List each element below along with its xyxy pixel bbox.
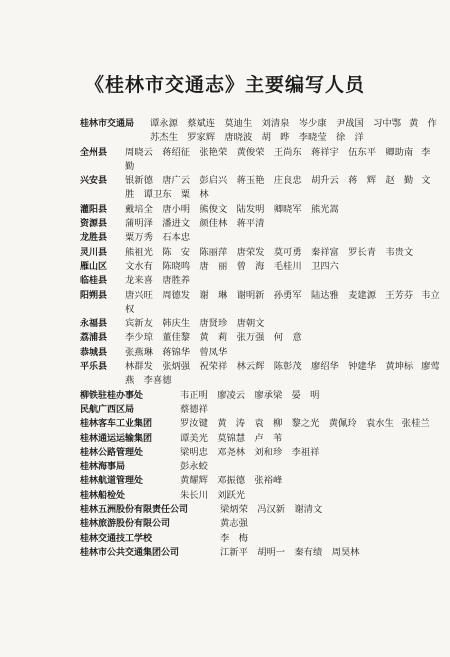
entry-names: 黄志强 [220,518,248,530]
entry-names: 熊祖光 陈 安 陈丽萍 唐荣发 莫可勇 秦祥富 罗长青 韦贵文 [125,246,414,258]
entry-label: 灌阳县 [80,204,108,215]
entry-row [80,289,440,318]
entry-names: 谭永源 蔡斌连 莫迪生 刘清泉 岑少康 尹战国 习中鄂 黄 作 苏杰生 罗家辉 唐晓波 胡 晔 李晓莹 徐 洋 [150,118,447,144]
entry-names: 戴培全 唐小明 熊俊文 陆发明 卿晓军 熊光嵩 [125,203,339,215]
entry-names: 梁炳荣 冯汉新 谢清文 [220,504,323,516]
entry-names: 唐兴旺 周德发 谢 琳 谢明新 孙勇军 陆达雅 麦建源 王芳芬 韦立权 [125,289,440,315]
entry-row [80,246,440,260]
entry-names: 江新平 胡明一 秦有绩 周昊林 [220,546,360,558]
entry-row [80,117,447,146]
entry-label: 民航广西区局 [80,404,135,415]
entry-names: 朱长川 刘跃光 [180,489,246,501]
entry-names: 粟万秀 石本忠 [125,232,191,244]
entry-names: 林群发 张炳强 祝荣祥 林云辉 陈彰茂 廖绍华 钟建华 黄坤标 廖莺燕 李喜德 [125,361,440,387]
entry-names: 黄耀辉 邓振德 张裕峰 [180,475,283,487]
entry-row [80,389,440,403]
entry-label: 桂林海事局 [80,462,126,473]
entry-row [80,217,440,231]
entry-label: 资源县 [80,219,108,230]
entry-label: 桂林公路管理处 [80,447,144,458]
entry-row [80,146,440,175]
entry-label: 桂林市交通局 [80,119,135,129]
entry-row [80,532,440,546]
entry-label: 荔浦县 [80,333,108,344]
entry-row [80,489,440,503]
entry-label: 雁山区 [80,261,108,272]
entry-names: 李少琼 董佳黎 黄 莉 张万强 何 意 [125,332,302,344]
entry-names: 银新德 唐广云 彭启兴 蒋玉艳 庄良忠 胡升云 蒋 辉 赵 勤 文 胜 谭卫东 粟 林 [125,175,440,201]
entry-label: 桂林通运运输集团 [80,433,153,444]
entry-row [80,260,440,274]
entry-names: 罗汝键 黄 涛 袁 柳 黎之光 黄佩玲 袁水生 张桂兰 [180,418,430,430]
entry-row [80,360,440,389]
entry-names: 蔡德祥 [180,403,208,415]
entry-names: 谭美光 莫锦慧 卢 苇 [180,432,283,444]
entry-row [80,432,440,446]
entry-names: 周晓云 蒋绍征 张艳荣 黄俊荣 王尚东 蒋祥宇 伍东平 卿助南 李 勤 [125,146,440,172]
page-title: 《桂林市交通志》主要编写人员 [84,74,365,96]
entry-names: 张燕琳 蒋锦华 曾凤华 [125,346,228,358]
entry-names: 彭永蛟 [180,461,208,473]
entry-label: 柳铁驻桂办事处 [80,390,144,401]
entry-row [80,403,440,417]
entry-row [80,546,440,560]
entry-label: 桂林客车工业集团 [80,419,153,430]
entry-names: 文水有 陈晓鸣 唐 丽 曾 海 毛桂川 卫四六 [125,260,339,272]
entry-label: 临桂县 [80,276,108,287]
entry-row [80,417,440,431]
entry-row [80,317,440,331]
entry-row [80,203,440,217]
entry-row [80,174,440,203]
entry-row [80,231,440,245]
entry-label: 桂林旅游股份有限公司 [80,519,171,530]
entry-names: 韦正明 廖凌云 廖承梁 晏 明 [180,389,320,401]
entry-label: 桂林航道管理处 [80,476,144,487]
entry-row [80,346,440,360]
entry-row [80,517,440,531]
entry-row [80,503,440,517]
editor-list [80,117,447,560]
entry-row [80,331,440,345]
entry-names: 宾新友 韩庆生 唐贤珍 唐朝文 [125,318,265,330]
entry-names: 龙来喜 唐胜养 [125,275,191,287]
entry-row [80,274,440,288]
entry-label: 全州县 [80,147,108,158]
entry-names: 蒲明泽 潘进文 颜佳林 蒋平清 [125,218,265,230]
entry-label: 龙胜县 [80,233,108,244]
entry-label: 灵川县 [80,247,108,258]
entry-row [80,446,440,460]
entry-label: 桂林船检处 [80,490,126,501]
entry-names: 李 梅 [220,532,248,544]
entry-label: 阳朔县 [80,290,108,301]
entry-label: 桂林五洲股份有限责任公司 [80,505,189,516]
entry-label: 兴安县 [80,176,108,187]
entry-label: 永福县 [80,319,108,330]
entry-names: 梁明忠 邓尧林 刘和珍 李祖祥 [180,446,320,458]
entry-row [80,474,440,488]
entry-label: 恭城县 [80,347,108,358]
entry-label: 平乐县 [80,362,108,373]
entry-label: 桂林市公共交通集团公司 [80,547,180,558]
entry-row [80,460,440,474]
entry-label: 桂林交通技工学校 [80,533,153,544]
